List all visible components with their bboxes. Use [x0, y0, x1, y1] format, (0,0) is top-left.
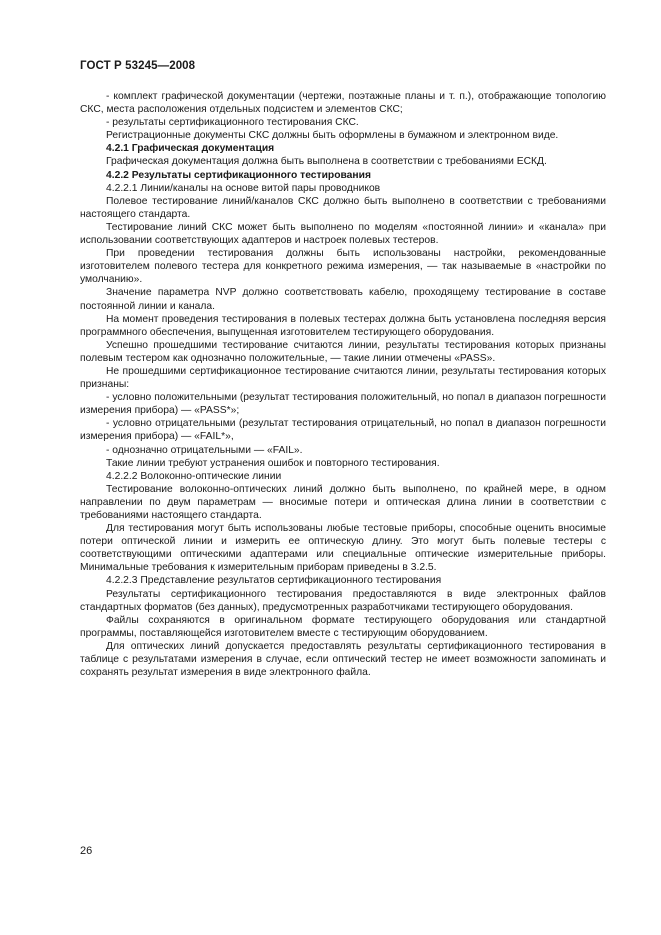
paragraph: - комплект графической документации (чертежи, поэтажные планы и т. п.), отображающие топологию СКС, места расположения отдельных подсистем и элементов СКС; — [80, 91, 606, 116]
paragraph: - условно отрицательными (результат тестирования отрицательный, но попал в диапазон погрешности измерения прибора) — «FAIL*», — [80, 418, 606, 443]
paragraph: 4.2.2.1 Линии/каналы на основе витой пары проводников — [106, 182, 381, 194]
paragraph: Такие линии требуют устранения ошибок и повторного тестирования. — [106, 457, 440, 469]
paragraph: Полевое тестирование линий/каналов СКС должно быть выполнено в соответствии с требованиями настоящего стандарта. — [80, 195, 606, 220]
paragraph: Не прошедшими сертификационное тестирование считаются линии, результаты тестирования которых признаны: — [80, 365, 606, 391]
paragraph: Графическая документация должна быть выполнена в соответствии с требованиями ЕСКД. — [106, 156, 547, 168]
paragraph: Тестирование линий СКС может быть выполнено по моделям «постоянной линии» и «канала» при использовании соответствующих адаптеров и настроек полевых тестеров. — [80, 221, 606, 247]
document-body — [80, 90, 606, 679]
paragraph: На момент проведения тестирования в полевых тестерах должна быть установлена последняя версия программного обеспечения, выпущенная изготовителем тестирующего оборудования. — [80, 313, 606, 338]
paragraph: Результаты сертификационного тестирования предоставляются в виде электронных файлов стандартных форматов (без данных), предусмотренных разработчиками тестирующего оборудования. — [80, 588, 606, 613]
paragraph: Тестирование волоконно-оптических линий должно быть выполнено, по крайней мере, в одном направлении по двум параметрам — вносимые потери и оптическая длина линии в соответствии с требованиями настоящего стандарта. — [80, 483, 606, 521]
paragraph: Значение параметра NVP должно соответствовать кабелю, проходящему тестирование в составе постоянной линии и канала. — [80, 287, 606, 312]
section-heading: 4.2.1 Графическая документация — [106, 143, 275, 155]
section-heading: 4.2.2 Результаты сертификационного тестирования — [106, 169, 371, 181]
paragraph: Регистрационные документы СКС должны быть оформлены в бумажном и электронном виде. — [106, 130, 559, 142]
paragraph: - однозначно отрицательными — «FAIL». — [106, 444, 303, 456]
paragraph: 4.2.2.3 Представление результатов сертификационного тестирования — [106, 575, 442, 587]
page-number: 26 — [80, 845, 93, 857]
paragraph: Для тестирования могут быть использованы любые тестовые приборы, способные оценить вносимые потери оптической линии и измерить ее оптическую длину. Это могут быть полевые тестеры с соответствующими оптическими адаптерами или специальные оптические измерительные приборы. Минимальные требования к измерительным приборам приведены в 3.2.5. — [80, 523, 606, 574]
document-header: ГОСТ Р 53245—2008 — [80, 60, 196, 72]
paragraph: 4.2.2.2 Волоконно-оптические линии — [106, 470, 282, 482]
paragraph: Для оптических линий допускается предоставлять результаты сертификационного тестирования в таблице с результатами измерения в случае, если оптический тестер не имеет возможности запоминать и сохранять результат измерения в виде электронного файла. — [80, 640, 606, 679]
paragraph: - условно положительными (результат тестирования положительный, но попал в диапазон погрешности измерения прибора) — «PASS*»; — [80, 392, 606, 417]
paragraph: Файлы сохраняются в оригинальном формате тестирующего оборудования или стандартной программы, поставляющейся изготовителем вместе с тестирующим оборудованием. — [80, 614, 606, 639]
paragraph: При проведении тестирования должны быть использованы настройки, рекомендованные изготовителем полевого тестера для конкретного режима измерения, — так называемые в «настройки по умолчанию». — [80, 248, 606, 286]
paragraph: - результаты сертификационного тестирования СКС. — [106, 117, 359, 129]
paragraph: Успешно прошедшими тестирование считаются линии, результаты тестирования которых признаны полевым тестером как однозначно положительные, — такие линии отмечены «PASS». — [80, 339, 606, 364]
